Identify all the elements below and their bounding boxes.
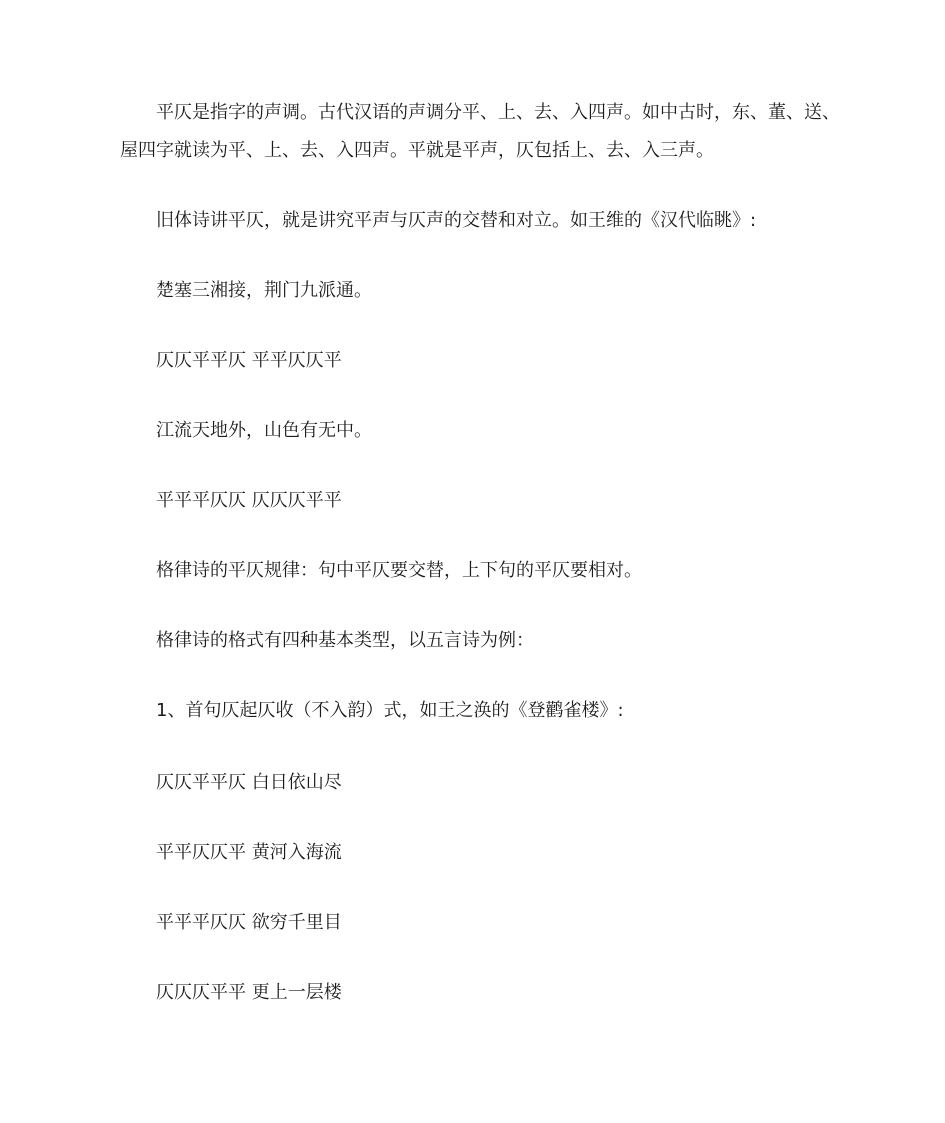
intro-paragraph	[120, 94, 840, 170]
intro-line-2: 屋四字就读为平、上、去、入四声。平就是平声，仄包括上、去、入三声。	[120, 140, 714, 161]
intro-line-1: 平仄是指字的声调。古代汉语的声调分平、上、去、入四声。如中古时，东、董、送、	[156, 102, 840, 123]
example-line-3: 平平平仄仄 欲穷千里目	[156, 912, 342, 933]
example-line-1: 仄仄平平仄 白日依山尽	[156, 772, 342, 793]
format-types-paragraph: 格律诗的格式有四种基本类型，以五言诗为例：	[156, 630, 534, 651]
tonal-contrast-paragraph: 旧体诗讲平仄，就是讲究平声与仄声的交替和对立。如王维的《汉代临眺》:	[156, 210, 757, 231]
tone-pattern-2: 平平平仄仄 仄仄仄平平	[156, 490, 342, 511]
tone-pattern-1: 仄仄平平仄 平平仄仄平	[156, 350, 342, 371]
poem-line-2: 江流天地外，山色有无中。	[156, 420, 372, 441]
format-type-1-heading: 1、首句仄起仄收（不入韵）式，如王之涣的《登鹳雀楼》:	[156, 700, 624, 721]
tonal-rule-paragraph: 格律诗的平仄规律：句中平仄要交替，上下句的平仄要相对。	[156, 560, 642, 581]
example-line-4: 仄仄仄平平 更上一层楼	[156, 982, 342, 1003]
poem-line-1: 楚塞三湘接，荆门九派通。	[156, 280, 372, 301]
example-line-2: 平平仄仄平 黄河入海流	[156, 842, 342, 863]
